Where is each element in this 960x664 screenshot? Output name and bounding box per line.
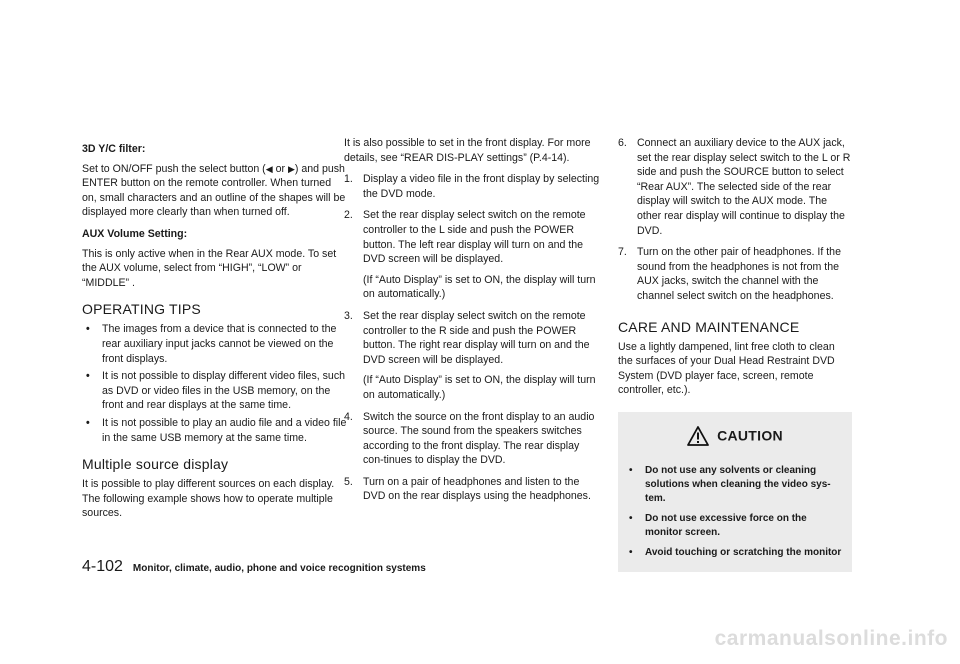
list-item [344, 309, 600, 403]
list-item: • Do not use any solvents or cleaning solutions when cleaning the video sys-tem. [628, 464, 842, 506]
tips-list [82, 322, 348, 445]
step-text: Set the rear display select switch on the remote controller to the L side and push the POWER button. The left rear display will turn on and the DVD screen will be displayed. [363, 209, 586, 266]
steps-list [344, 172, 600, 504]
column-middle [344, 136, 600, 511]
filter-text-b: ) and push ENTER button on the remote controller. When turned on, small characters and an outline of the shapes will be displayed more clearly than when turned off. [82, 162, 346, 219]
watermark: carmanualsonline.info [714, 627, 948, 650]
caution-title: CAUTION [717, 427, 783, 444]
list-item: • The images from a device that is connected to the rear auxiliary input jacks cannot be viewed on the front displays. [82, 322, 348, 366]
step-text: Set the rear display select switch on the remote controller to the R side and push the POWER button. The right rear display will turn on and the DVD screen will be displayed. [363, 309, 590, 366]
left-arrow-icon: ◀ [265, 163, 273, 174]
tips-title: OPERATING TIPS [82, 301, 201, 318]
list-item: • Avoid touching or scratching the monitor [628, 546, 842, 560]
list-item [344, 172, 600, 201]
step-text: Turn on a pair of headphones and listen to the DVD on the rear displays using the headphones. [363, 475, 591, 503]
column-left [82, 142, 348, 528]
filter-or: or [272, 162, 288, 175]
warning-triangle-icon [687, 426, 709, 446]
list-item [618, 245, 852, 303]
step-note: (If “Auto Display” is set to ON, the display will turn on automatically.) [363, 273, 596, 301]
filter-heading: 3D Y/C filter: [82, 143, 146, 155]
filter-text-a: Set to ON/OFF push the select button ( [82, 162, 266, 175]
list-item [618, 136, 852, 238]
caution-header [628, 426, 842, 446]
list-item [344, 475, 600, 504]
page-footer [82, 560, 426, 577]
step-text: Connect an auxiliary device to the AUX jack, set the rear display select switch to the L or R side and push the SOURCE button to select “Rear AUX”. The selected side of the rear display will switch to the AUX mode. The other rear display will continue to display the DVD. [637, 137, 851, 237]
caution-list [628, 464, 842, 560]
right-arrow-icon: ▶ [287, 163, 295, 174]
aux-heading: AUX Volume Setting: [82, 227, 188, 240]
list-item: • Do not use excessive force on the monitor screen. [628, 512, 842, 540]
step-text: Turn on the other pair of headphones. If the sound from the headphones is not from the AUX jacks, switch the channel with the channel select switch on the headphones. [637, 246, 841, 302]
care-text: Use a lightly dampened, lint free cloth to clean the surfaces of your Dual Head Restraint DVD System (DVD player face, screen, remote controller, etc.). [618, 340, 835, 397]
aux-text: This is only active when in the Rear AUX mode. To set the AUX volume, select from “HIGH”, “LOW” or “MIDDLE” . [82, 247, 337, 289]
step-text: Switch the source on the front display to an audio source. The sound from the speakers switches according to the front display. The rear display con-tinues to display the DVD. [363, 410, 595, 467]
intro-text: It is also possible to set in the front display. For more details, see “REAR DIS-PLAY settings” (P.4-14). [344, 137, 591, 164]
step-text: Display a video file in the front display by selecting the DVD mode. [363, 173, 600, 200]
multi-source-title: Multiple source display [82, 456, 229, 473]
steps-list-continued [618, 136, 852, 304]
step-number: 3. [344, 309, 353, 322]
step-number: 4. [344, 410, 353, 423]
step-number: 1. [344, 173, 353, 186]
filter-text [82, 162, 348, 220]
caution-box [618, 412, 852, 572]
list-item: • It is not possible to play an audio file and a video file in the same USB memory at the same time. [82, 416, 348, 445]
list-item [344, 410, 600, 468]
multi-source-text: It is possible to play different sources on each display. The following example shows how to operate multiple sources. [82, 478, 335, 520]
step-number: 5. [344, 475, 353, 488]
column-right [618, 136, 852, 572]
step-number: 6. [618, 137, 627, 149]
section-title: Monitor, climate, audio, phone and voice recognition systems [132, 563, 426, 574]
care-title: CARE AND MAINTENANCE [618, 318, 800, 335]
list-item [344, 208, 600, 302]
step-number: 7. [618, 246, 627, 259]
page-number: 4-102 [82, 558, 123, 575]
step-note: (If “Auto Display” is set to ON, the display will turn on automatically.) [363, 374, 596, 401]
list-item: • It is not possible to display different video files, such as DVD or video files in the USB memory, on the front and rear displays at the same time. [82, 369, 348, 413]
step-number: 2. [344, 209, 353, 222]
